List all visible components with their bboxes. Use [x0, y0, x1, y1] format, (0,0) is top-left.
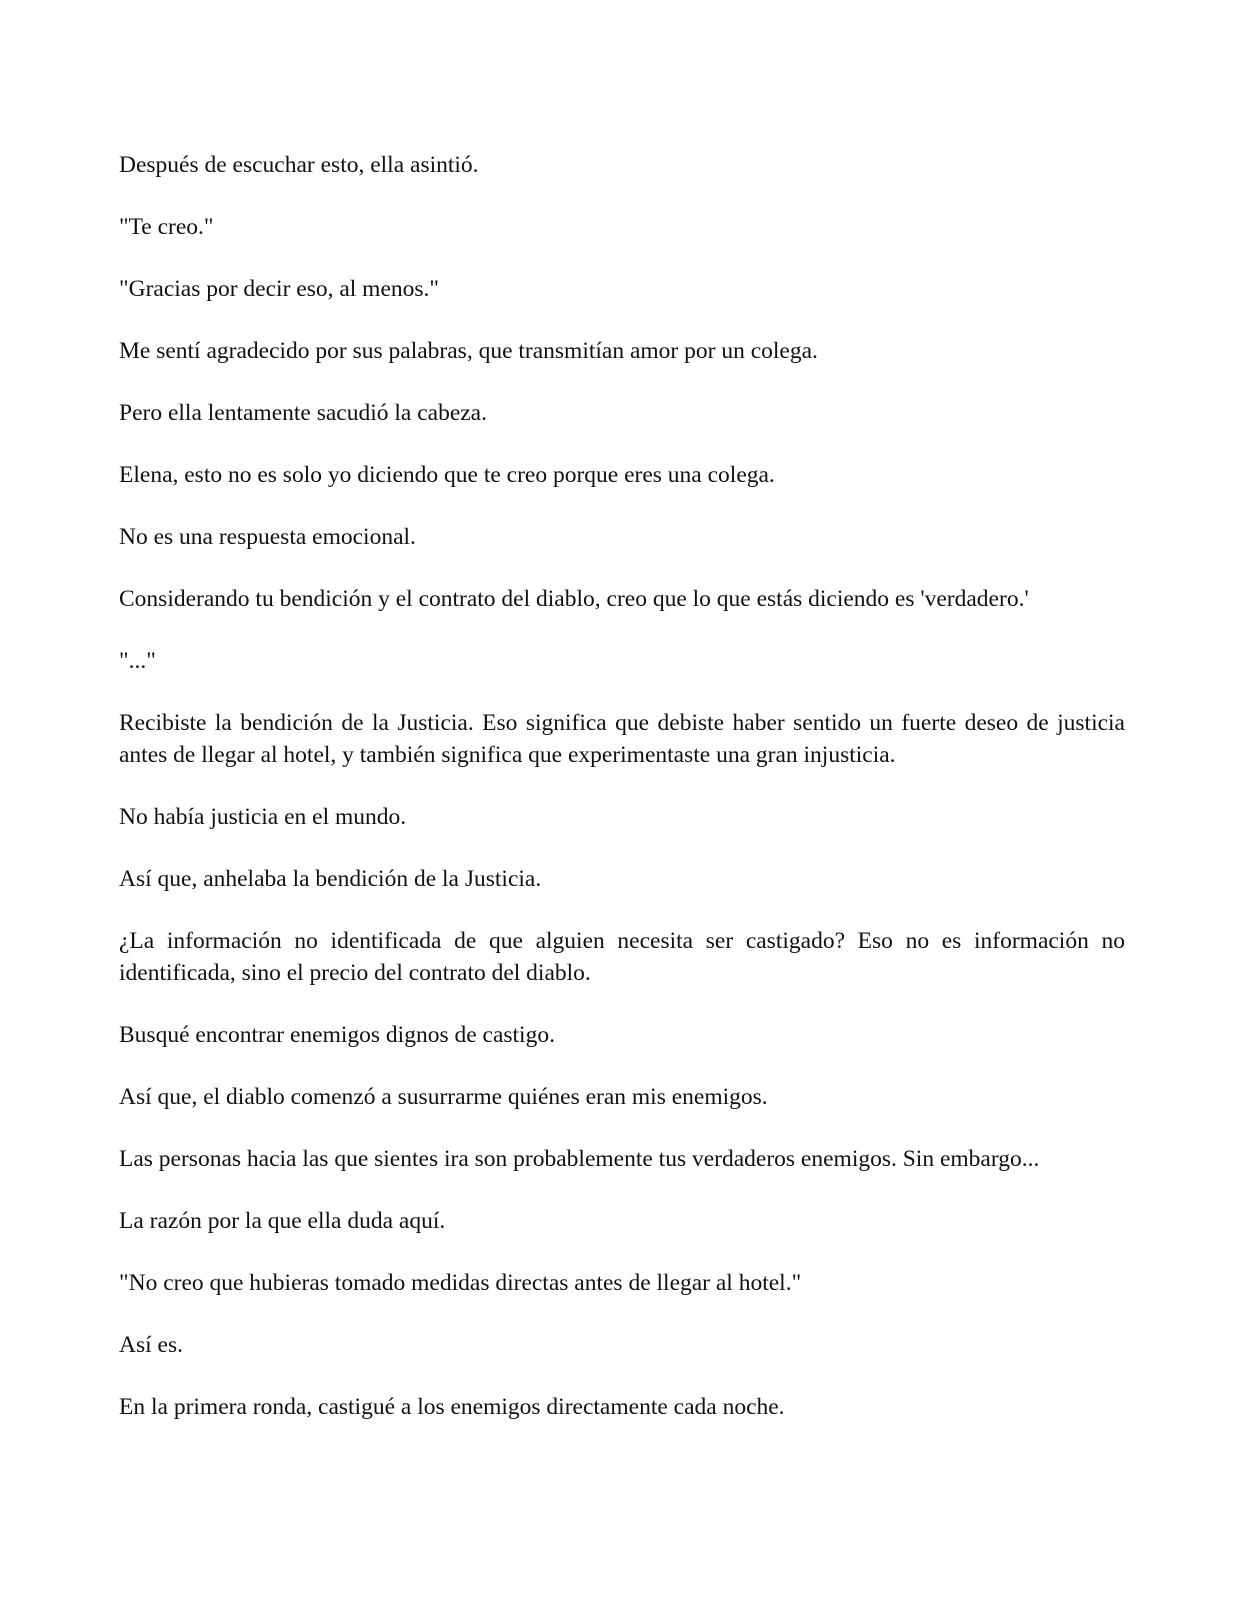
paragraph: "Te creo." — [119, 214, 214, 240]
paragraph: "Gracias por decir eso, al menos." — [119, 276, 440, 302]
paragraph: Las personas hacia las que sientes ira son probablemente tus verdaderos enemigos. Sin embargo... — [119, 1146, 1040, 1172]
paragraph: Pero ella lentamente sacudió la cabeza. — [119, 400, 487, 426]
paragraph: Busqué encontrar enemigos dignos de castigo. — [119, 1022, 555, 1048]
paragraph: ¿La información no identificada de que alguien necesita ser castigado? Eso no es información no identificada, sino el precio del contrato del diablo. — [119, 928, 1125, 986]
paragraph: "No creo que hubieras tomado medidas directas antes de llegar al hotel." — [119, 1270, 802, 1296]
paragraph: En la primera ronda, castigué a los enemigos directamente cada noche. — [119, 1394, 785, 1420]
paragraph: Así que, anhelaba la bendición de la Justicia. — [119, 866, 542, 892]
paragraph: La razón por la que ella duda aquí. — [119, 1208, 446, 1234]
paragraph: Elena, esto no es solo yo diciendo que te creo porque eres una colega. — [119, 462, 775, 488]
document-body — [119, 149, 1125, 1453]
paragraph: Recibiste la bendición de la Justicia. Eso significa que debiste haber sentido un fuerte deseo de justicia antes de llegar al hotel, y también significa que experimentaste una gran injusticia. — [119, 710, 1125, 768]
paragraph: Me sentí agradecido por sus palabras, que transmitían amor por un colega. — [119, 338, 818, 364]
paragraph: No es una respuesta emocional. — [119, 524, 416, 550]
paragraph: Así que, el diablo comenzó a susurrarme quiénes eran mis enemigos. — [119, 1084, 768, 1110]
paragraph: Así es. — [119, 1332, 183, 1358]
paragraph: No había justicia en el mundo. — [119, 804, 407, 830]
paragraph: "..." — [119, 648, 156, 674]
paragraph: Después de escuchar esto, ella asintió. — [119, 152, 479, 178]
paragraph: Considerando tu bendición y el contrato del diablo, creo que lo que estás diciendo es 'verdadero.' — [119, 586, 1029, 612]
